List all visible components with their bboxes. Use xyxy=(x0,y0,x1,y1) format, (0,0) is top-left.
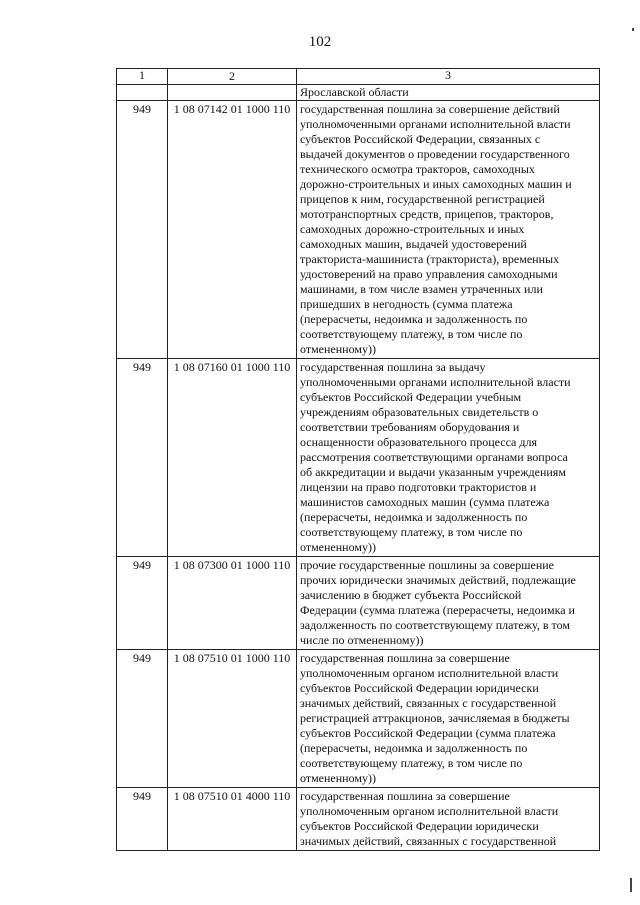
continuation-cell-1 xyxy=(117,85,168,101)
admin-code-cell: 949 xyxy=(117,557,168,650)
column-header-3: 3 xyxy=(297,69,600,85)
admin-code-cell: 949 xyxy=(117,101,168,359)
continuation-row xyxy=(117,85,600,101)
admin-code-cell: 949 xyxy=(117,788,168,851)
scan-mark xyxy=(630,878,632,892)
continuation-cell-2 xyxy=(168,85,297,101)
kbk-code-cell: 1 08 07510 01 1000 110 xyxy=(168,650,297,788)
revenue-code-table xyxy=(116,68,600,851)
table-row xyxy=(117,359,600,557)
column-header-1: 1 xyxy=(117,69,168,85)
kbk-code-cell: 1 08 07142 01 1000 110 xyxy=(168,101,297,359)
description-cell: государственная пошлина за выдачу уполномоченными органами исполнительной власти субъектов Российской Федерации учебным учреждениям образовательных свидетельств о соответствии требованиям оборудования и оснащенности образовательного процесса для рассмотрения соответствующими органами вопроса об аккредитации и выдачи указанным учреждениям лицензии на право подготовки трактористов и машинистов самоходных машин (сумма платежа (перерасчеты, недоимка и задолженность по соответствующему платежу, в том числе по отмененному)) xyxy=(297,359,600,557)
continuation-text: Ярославской области xyxy=(297,85,600,101)
table-row xyxy=(117,650,600,788)
description-cell: государственная пошлина за совершение действий уполномоченными органами исполнительной власти субъектов Российской Федерации, связанных с выдачей документов о проведении государственного технического осмотра тракторов, самоходных дорожно-строительных и иных самоходных машин и прицепов к ним, государственной регистрацией мототранспортных средств, прицепов, тракторов, самоходных дорожно-строительных и иных самоходных машин, выдачей удостоверений тракториста-машиниста (тракториста), временных удостоверений на право управления самоходными машинами, в том числе взамен утраченных или пришедших в негодность (сумма платежа (перерасчеты, недоимка и задолженность по соответствующему платежу, в том числе по отмененному)) xyxy=(297,101,600,359)
page-number: 102 xyxy=(308,34,332,50)
admin-code-cell: 949 xyxy=(117,650,168,788)
table-row xyxy=(117,788,600,851)
description-cell: прочие государственные пошлины за совершение прочих юридически значимых действий, подлежащие зачислению в бюджет субъекта Российской Федерации (сумма платежа (перерасчеты, недоимка и задолженность по соответствующему платежу, в том числе по отмененному)) xyxy=(297,557,600,650)
kbk-code-cell: 1 08 07160 01 1000 110 xyxy=(168,359,297,557)
description-cell: государственная пошлина за совершение уполномоченным органом исполнительной власти субъектов Российской Федерации юридически значимых действий, связанных с государственной xyxy=(297,788,600,851)
kbk-code-cell: 1 08 07510 01 4000 110 xyxy=(168,788,297,851)
table-header-row xyxy=(117,69,600,85)
table-row xyxy=(117,101,600,359)
description-cell: государственная пошлина за совершение уполномоченным органом исполнительной власти субъектов Российской Федерации юридически значимых действий, связанных с государственной регистрацией аттракционов, зачисляемая в бюджеты субъектов Российской Федерации (сумма платежа (перерасчеты, недоимка и задолженность по соответствующему платежу, в том числе по отмененному)) xyxy=(297,650,600,788)
admin-code-cell: 949 xyxy=(117,359,168,557)
scan-mark xyxy=(632,28,634,31)
kbk-code-cell: 1 08 07300 01 1000 110 xyxy=(168,557,297,650)
column-header-2: 2 xyxy=(168,69,297,85)
table-row xyxy=(117,557,600,650)
